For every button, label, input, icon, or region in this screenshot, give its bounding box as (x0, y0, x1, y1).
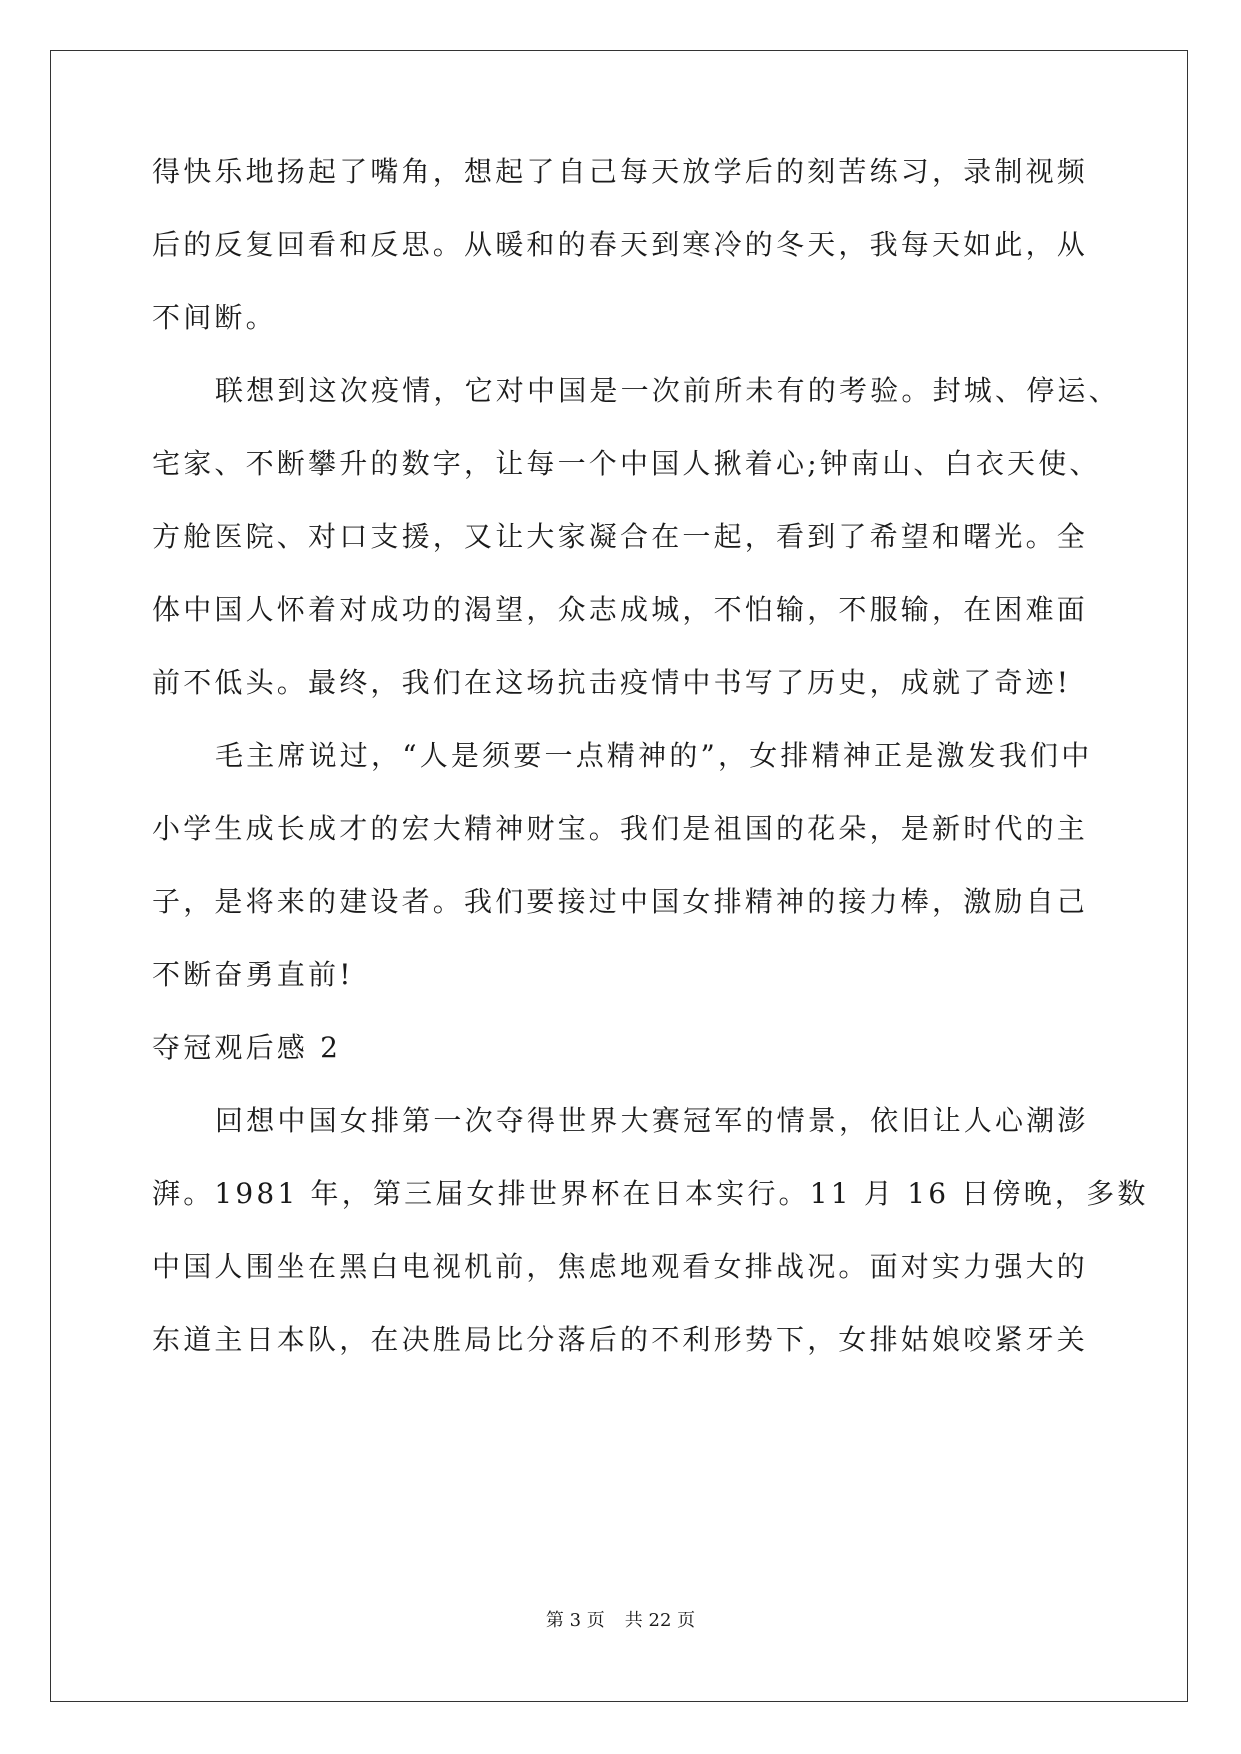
body-line: 体中国人怀着对成功的渴望，众志成城，不怕输，不服输，在困难面 (152, 593, 1089, 626)
body-line: 子，是将来的建设者。我们要接过中国女排精神的接力棒，激励自己 (152, 885, 1089, 918)
paragraph-first-line: 联想到这次疫情，它对中国是一次前所未有的考验。封城、停运、 (215, 374, 1120, 407)
body-line: 后的反复回看和反思。从暖和的春天到寒冷的冬天，我每天如此，从 (152, 228, 1089, 261)
body-line: 宅家、不断攀升的数字，让每一个中国人揪着心;钟南山、白衣天使、 (152, 447, 1101, 480)
body-line: 湃。1981 年，第三届女排世界杯在日本实行。11 月 16 日傍晚，多数 (152, 1177, 1149, 1210)
body-line: 不断奋勇直前! (152, 958, 354, 991)
page-footer (0, 1609, 1241, 1633)
paragraph-first-line: 毛主席说过，“人是须要一点精神的”，女排精神正是激发我们中 (215, 739, 1093, 772)
body-line: 小学生成长成才的宏大精神财宝。我们是祖国的花朵，是新时代的主 (152, 812, 1089, 845)
body-line: 前不低头。最终，我们在这场抗击疫情中书写了历史，成就了奇迹! (152, 666, 1072, 699)
paragraph-first-line: 回想中国女排第一次夺得世界大赛冠军的情景，依旧让人心潮澎 (215, 1104, 1089, 1137)
body-line: 方舱医院、对口支援，又让大家凝合在一起，看到了希望和曙光。全 (152, 520, 1089, 553)
body-line: 东道主日本队，在决胜局比分落后的不利形势下，女排姑娘咬紧牙关 (152, 1323, 1089, 1356)
section-heading: 夺冠观后感 2 (152, 1031, 342, 1064)
page-total: 共 22 页 (624, 1610, 696, 1631)
page-number: 第 3 页 (545, 1610, 605, 1631)
body-line: 不间断。 (152, 301, 277, 334)
body-line: 中国人围坐在黑白电视机前，焦虑地观看女排战况。面对实力强大的 (152, 1250, 1089, 1283)
body-line: 得快乐地扬起了嘴角，想起了自己每天放学后的刻苦练习，录制视频 (152, 155, 1089, 188)
